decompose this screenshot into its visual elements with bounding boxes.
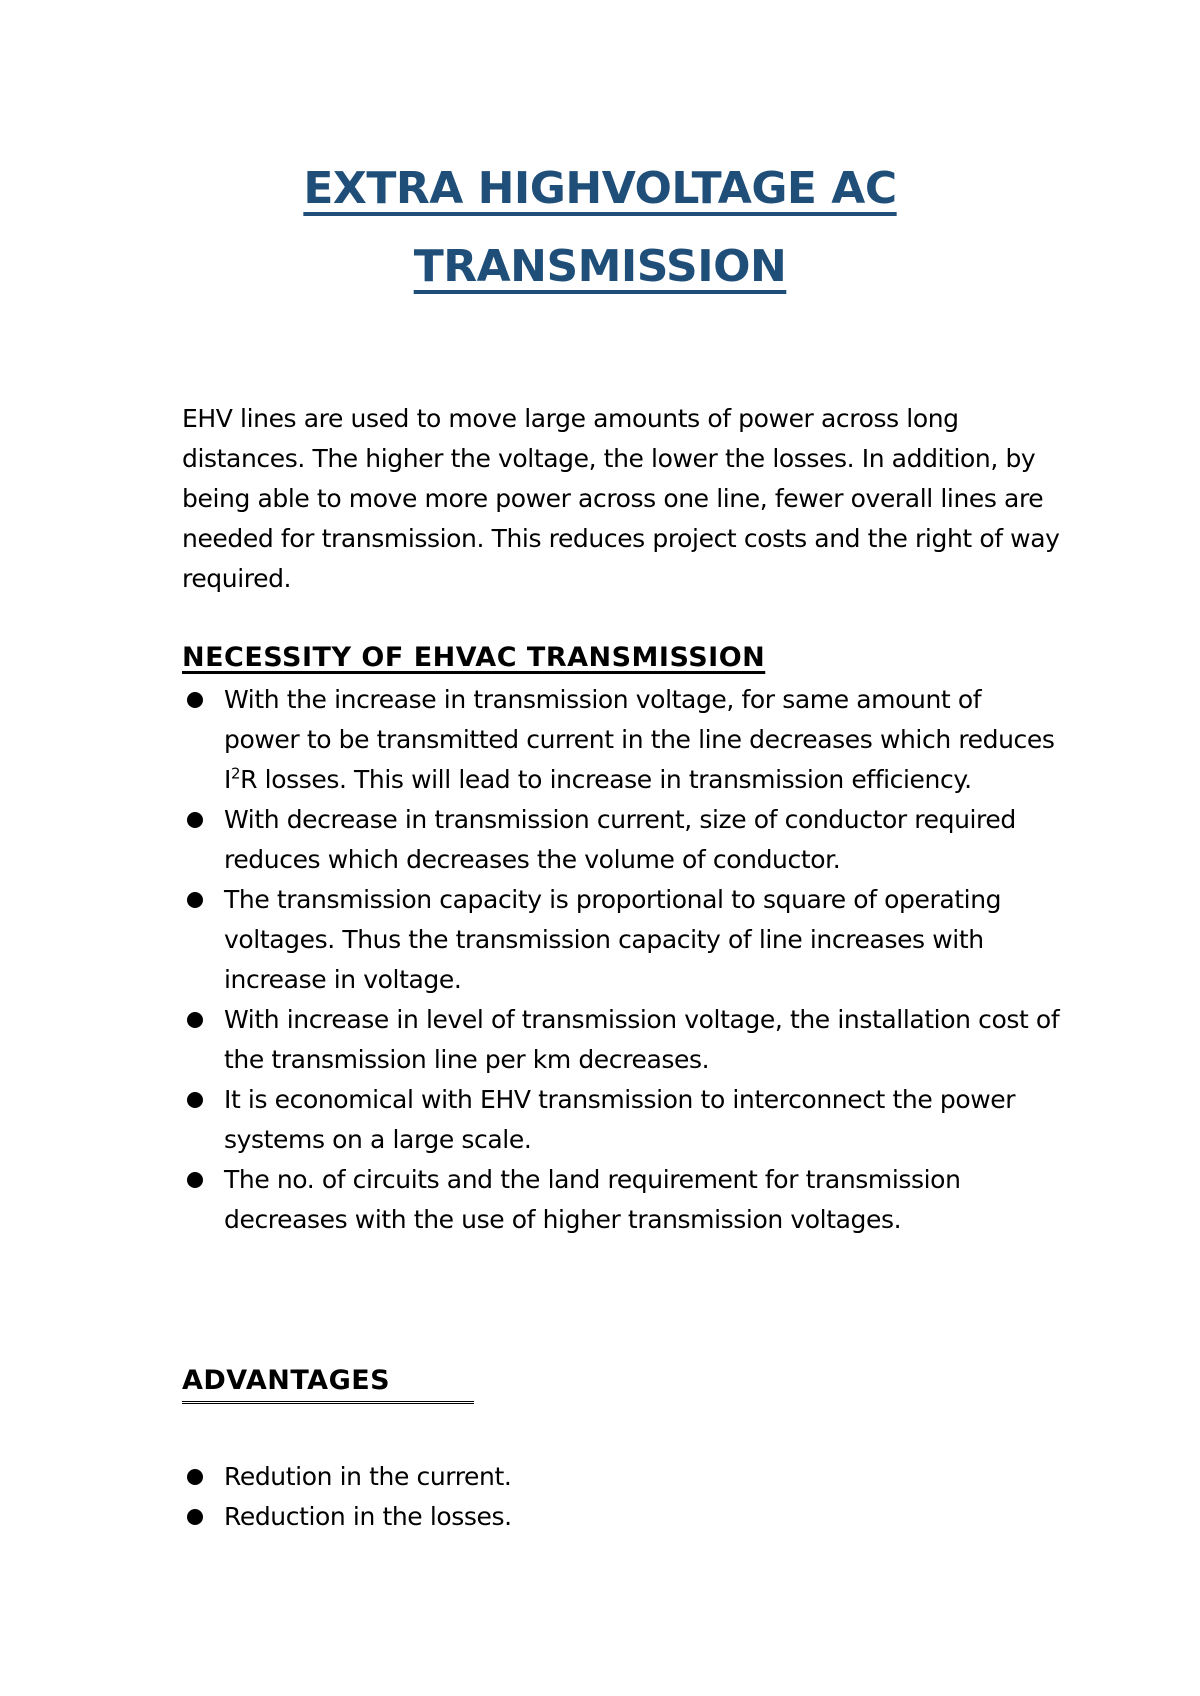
list-item bbox=[182, 680, 1062, 800]
list-item-text: The no. of circuits and the land requirement for transmission decreases with the use of higher transmission voltages. bbox=[224, 1165, 961, 1234]
bullet-icon bbox=[187, 1092, 203, 1108]
bullet-icon bbox=[187, 1469, 203, 1485]
list-item-text: Redution in the current. bbox=[224, 1462, 512, 1491]
intro-paragraph: EHV lines are used to move large amounts of power across long distances. The higher the voltage, the lower the losses. In addition, by being able to move more power across one line, fewer overall lines are needed for transmission. This reduces project costs and the right of way required. bbox=[182, 404, 1060, 593]
advantages-list bbox=[182, 1457, 1062, 1537]
list-item bbox=[182, 1000, 1062, 1080]
list-item-text: The transmission capacity is proportional to square of operating voltages. Thus the transmission capacity of line increases with increase in voltage. bbox=[224, 885, 1002, 994]
bullet-icon bbox=[187, 1172, 203, 1188]
title-line-2: TRANSMISSION bbox=[413, 241, 787, 292]
list-item bbox=[182, 1457, 1062, 1497]
necessity-list bbox=[182, 680, 1062, 1240]
list-item bbox=[182, 1160, 1062, 1240]
list-item bbox=[182, 880, 1062, 1000]
list-item bbox=[182, 1497, 1062, 1537]
bullet-icon bbox=[187, 1509, 203, 1525]
list-item bbox=[182, 1080, 1062, 1160]
list-item-text: With decrease in transmission current, size of conductor required reduces which decreases the volume of conductor. bbox=[224, 805, 1016, 874]
page-title bbox=[150, 150, 1050, 306]
list-item-text-post: R losses. This will lead to increase in transmission efficiency. bbox=[240, 765, 972, 794]
list-item-text-pre: With the increase in transmission voltage, for same amount of power to be transmitted current in the line decreases which reduces I bbox=[224, 685, 1055, 794]
superscript: 2 bbox=[230, 764, 241, 783]
bullet-icon bbox=[187, 812, 203, 828]
necessity-heading: NECESSITY OF EHVAC TRANSMISSION bbox=[182, 642, 766, 673]
list-item bbox=[182, 800, 1062, 880]
advantages-heading: ADVANTAGES bbox=[182, 1363, 474, 1404]
title-line-1: EXTRA HIGHVOLTAGE AC bbox=[303, 163, 897, 214]
list-item-text: Reduction in the losses. bbox=[224, 1502, 512, 1531]
list-item-text: With increase in level of transmission voltage, the installation cost of the transmission line per km decreases. bbox=[224, 1005, 1060, 1074]
bullet-icon bbox=[187, 692, 203, 708]
bullet-icon bbox=[187, 1012, 203, 1028]
bullet-icon bbox=[187, 892, 203, 908]
list-item-text: It is economical with EHV transmission to interconnect the power systems on a large scale. bbox=[224, 1085, 1016, 1154]
